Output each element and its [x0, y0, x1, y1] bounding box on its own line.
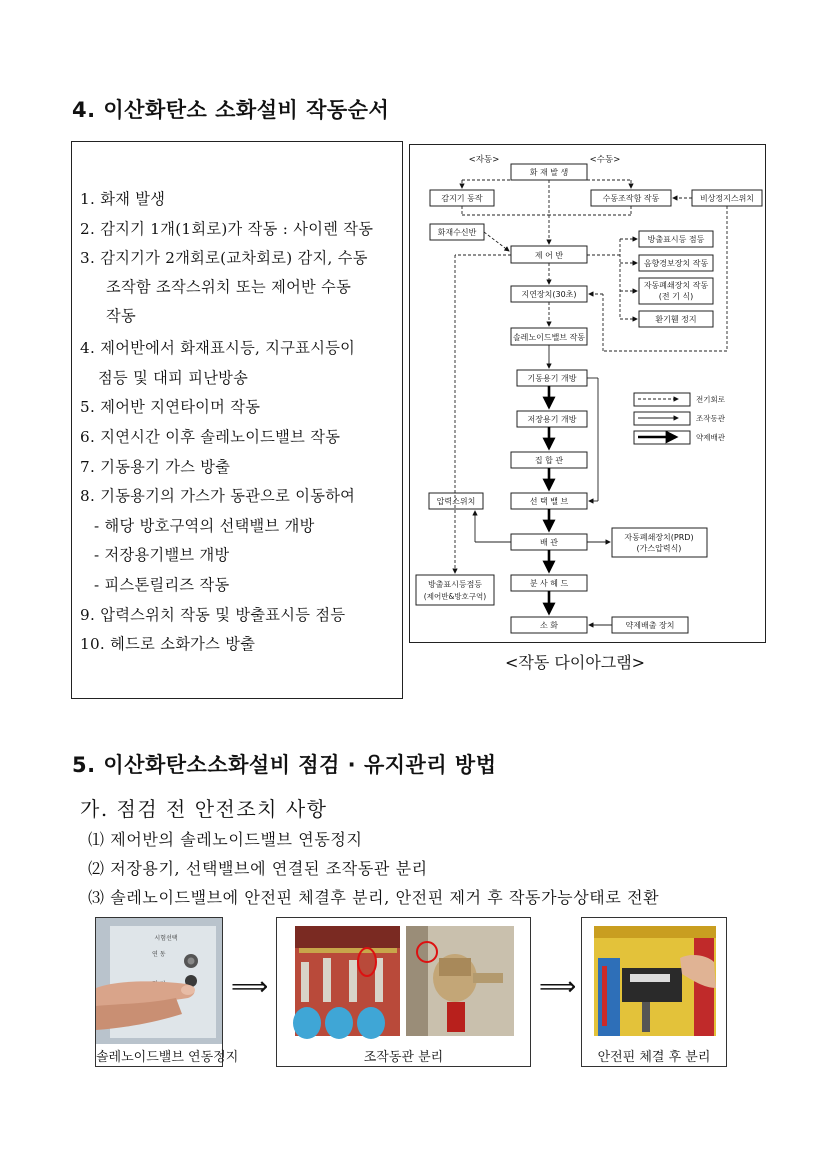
step-line: 10. 헤드로 소화가스 방출	[80, 635, 256, 653]
node-agent-discharge-label: 약제배출 장치	[625, 621, 675, 630]
node-output-2-label: 음향경보장치 작동	[643, 259, 709, 268]
operation-diagram	[409, 144, 766, 643]
node-delay-label: 지연장치(30초)	[521, 290, 577, 299]
node-output-4-label: 환기휀 정지	[655, 315, 697, 324]
step-line: 조작함 조작스위치 또는 제어반 수동	[106, 278, 352, 296]
step-line: 5. 제어반 지연타이머 작동	[80, 398, 261, 416]
step-line: 3. 감지기가 2개회로(교차회로) 감지, 수동	[80, 249, 368, 267]
node-piping-label: 배 관	[540, 538, 558, 547]
step-line: 6. 지연시간 이후 솔레노이드밸브 작동	[80, 428, 341, 446]
node-manual-box-label: 수동조작함 작동	[602, 194, 660, 203]
node-prd-label-2: (가스압력식)	[636, 544, 682, 553]
safety-item: ⑵ 저장용기, 선택밸브에 연결된 조작동관 분리	[88, 859, 428, 878]
step-line: - 피스톤릴리즈 작동	[94, 576, 230, 594]
node-discharge-light-label-2: (제어반&방호구역)	[423, 592, 487, 601]
node-receiver-label: 화재수신반	[437, 228, 477, 237]
arrow-1: ⟹	[231, 972, 269, 1002]
safety-item: ⑴ 제어반의 솔레노이드밸브 연동정지	[88, 830, 363, 849]
node-pressure-switch-label: 압력스위치	[436, 497, 476, 506]
diagram-caption: <작동 다이아그램>	[505, 653, 646, 672]
node-panel-label: 제 어 반	[534, 251, 564, 260]
legend-electric-box	[634, 393, 690, 406]
photo-caption: 안전핀 체결 후 분리	[597, 1050, 711, 1065]
legend-pilot-tube: 조작동관	[696, 414, 725, 423]
manual-label: <수동>	[589, 155, 621, 165]
node-output-3-label-1: 자동폐쇄장치 작동	[643, 281, 709, 290]
node-extinguish-label: 소 화	[540, 621, 558, 630]
legend-agent-pipe: 약제배관	[696, 433, 725, 442]
solenoid-stop-photo	[96, 918, 222, 1044]
step-line: 2. 감지기 1개(1회로)가 작동 : 사이렌 작동	[80, 220, 374, 238]
photo-caption: 솔레노이드밸브 연동정지	[96, 1050, 239, 1065]
step-line: 4. 제어반에서 화재표시등, 지구표시등이	[80, 339, 356, 357]
flow-diagram-svg	[410, 145, 765, 642]
photo-panel-tube	[276, 917, 531, 1067]
node-nozzle-label: 분 사 헤 드	[529, 579, 569, 588]
panel-text-link: 연 동	[152, 951, 166, 958]
node-emergency-stop-label: 비상정지스위치	[699, 194, 755, 203]
node-detector-label: 감지기 동작	[441, 194, 483, 203]
step-line: - 저장용기밸브 개방	[94, 546, 230, 564]
safety-pin-photo	[582, 918, 726, 1044]
photo-panel-solenoid	[95, 917, 239, 1067]
step-line: 작동	[106, 307, 136, 325]
section4-title: 4. 이산화탄소 소화설비 작동순서	[72, 98, 390, 122]
step-line: 점등 및 대피 피난방송	[98, 369, 249, 387]
arrow-2: ⟹	[539, 972, 577, 1002]
node-output-3-label-2: (전 기 식)	[658, 292, 694, 301]
step-line: 1. 화재 발생	[80, 190, 166, 208]
node-fire-label: 화 재 발 생	[529, 168, 569, 177]
node-solenoid-label: 솔레노이드밸브 작동	[512, 333, 586, 342]
node-selector-label: 선 택 밸 브	[529, 497, 569, 506]
node-prd-label-1: 자동폐쇄장치(PRD)	[624, 533, 694, 542]
node-discharge-light-label-1: 방출표시등점등	[427, 580, 483, 589]
node-output-1-label: 방출표시등 점등	[647, 235, 705, 244]
legend-electric: 전기회로	[696, 395, 725, 404]
section5-subtitle: 가. 점검 전 안전조치 사항	[80, 797, 328, 821]
node-storage-label: 저장용기 개방	[527, 415, 577, 424]
legend-pilot-box	[634, 412, 690, 425]
steps-box	[71, 141, 403, 699]
step-line: - 해당 방호구역의 선택밸브 개방	[94, 517, 315, 535]
node-manifold-label: 집 합 관	[534, 456, 564, 465]
tube-separation-photos	[277, 918, 530, 1044]
safety-item: ⑶ 솔레노이드밸브에 안전핀 체결후 분리, 안전핀 제거 후 작동가능상태로 전환	[88, 888, 660, 907]
step-line: 7. 기동용기 가스 방출	[80, 458, 231, 476]
step-line: 8. 기동용기의 가스가 동관으로 이동하여	[80, 487, 356, 505]
step-line: 9. 압력스위치 작동 및 방출표시등 점등	[80, 606, 346, 624]
section5-title: 5. 이산화탄소소화설비 점검 · 유지관리 방법	[72, 753, 497, 777]
node-pilot-label: 기동용기 개방	[527, 374, 577, 383]
panel-text-select: 시험선택	[154, 935, 178, 942]
auto-label: <자동>	[468, 155, 500, 165]
photo-caption: 조작동관 분리	[363, 1050, 444, 1065]
photo-panel-safety-pin	[581, 917, 727, 1067]
